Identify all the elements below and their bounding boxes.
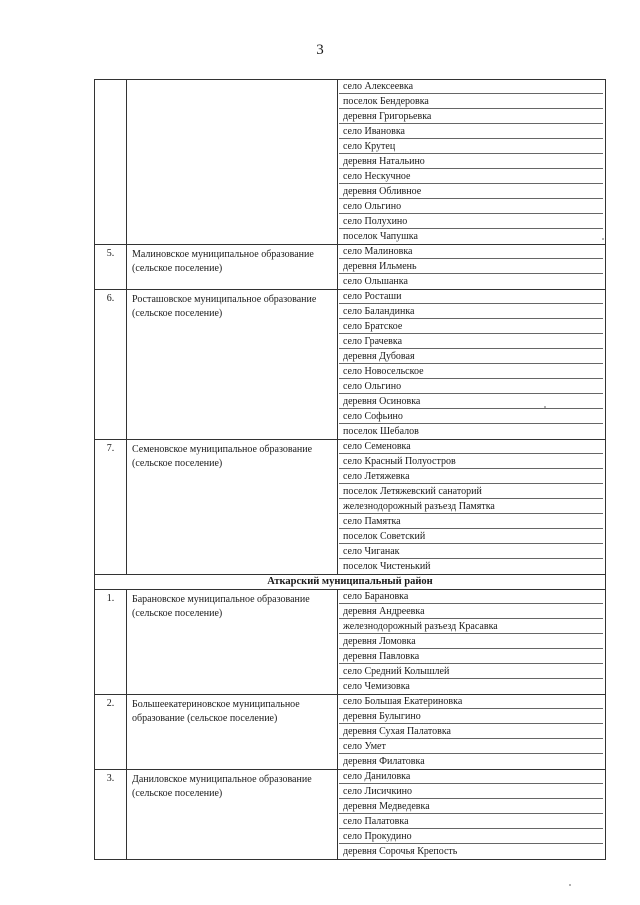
table-row-continuation	[95, 80, 606, 245]
settlement-item: поселок Советский	[339, 530, 603, 544]
settlement-item: село Барановка	[339, 590, 603, 604]
settlement-item: деревня Сорочья Крепость	[343, 846, 458, 857]
settlement-item: деревня Натальино	[339, 155, 603, 169]
table-row	[95, 245, 606, 290]
row-number: 1.	[95, 590, 127, 695]
settlement-item: село Ольгино	[339, 380, 603, 394]
settlement-item: село Чиганак	[339, 545, 603, 559]
settlement-item: поселок Чистенький	[343, 561, 431, 572]
section-title: Аткарский муниципальный район	[95, 575, 606, 590]
settlements-cell	[338, 290, 606, 440]
row-number-cell	[95, 80, 127, 245]
table-row	[95, 770, 606, 860]
settlement-item: село Чемизовка	[343, 681, 410, 692]
page-number: 3	[316, 42, 324, 58]
settlement-item: село Памятка	[339, 515, 603, 529]
settlements-cell	[338, 770, 606, 860]
municipality-name: Даниловское муниципальное образование (сельское поселение)	[127, 770, 338, 860]
settlement-item: село Ивановка	[339, 125, 603, 139]
settlement-item: село Лисичкино	[339, 785, 603, 799]
settlement-item: деревня Филатовка	[343, 756, 425, 767]
scan-speck	[569, 884, 571, 886]
municipality-name-cell	[127, 80, 338, 245]
settlement-item: село Палатовка	[339, 815, 603, 829]
settlement-item: деревня Дубовая	[339, 350, 603, 364]
settlement-item: железнодорожный разъезд Красавка	[339, 620, 603, 634]
settlement-item: село Красный Полуостров	[339, 455, 603, 469]
settlement-item: село Грачевка	[339, 335, 603, 349]
municipality-name: Малиновское муниципальное образование (сельское поселение)	[127, 245, 338, 290]
settlement-item: деревня Осиновка	[339, 395, 603, 409]
settlements-cell	[338, 590, 606, 695]
row-number: 5.	[95, 245, 127, 290]
settlement-item: поселок Бендеровка	[339, 95, 603, 109]
table-row	[95, 290, 606, 440]
settlement-item: деревня Ильмень	[339, 260, 603, 274]
municipality-name: Росташовское муниципальное образование (сельское поселение)	[127, 290, 338, 440]
row-number: 2.	[95, 695, 127, 770]
settlements-cell	[338, 245, 606, 290]
settlement-item: село Росташи	[339, 290, 603, 304]
settlement-item: село Большая Екатериновка	[339, 695, 603, 709]
settlement-item: деревня Ломовка	[339, 635, 603, 649]
settlement-item: деревня Обливное	[339, 185, 603, 199]
municipality-name: Барановское муниципальное образование (сельское поселение)	[127, 590, 338, 695]
settlement-item: село Баландинка	[339, 305, 603, 319]
settlement-item: село Семеновка	[339, 440, 603, 454]
settlement-item: село Братское	[339, 320, 603, 334]
settlements-cell	[338, 695, 606, 770]
settlement-item: село Алексеевка	[339, 80, 603, 94]
section-header-row	[95, 575, 606, 590]
settlement-item: село Нескучное	[339, 170, 603, 184]
settlements-cell	[338, 80, 606, 245]
scan-speck	[544, 406, 546, 408]
settlement-item: село Летяжевка	[339, 470, 603, 484]
settlement-item: село Софьино	[339, 410, 603, 424]
table-row	[95, 440, 606, 575]
settlements-table	[94, 79, 606, 860]
settlement-item: деревня Григорьевка	[339, 110, 603, 124]
table-row	[95, 695, 606, 770]
settlement-item: деревня Павловка	[339, 650, 603, 664]
settlement-item: село Ольшанка	[343, 276, 408, 287]
settlement-item: село Новосельское	[339, 365, 603, 379]
settlement-item: село Полухино	[339, 215, 603, 229]
row-number: 7.	[95, 440, 127, 575]
settlement-item: село Крутец	[339, 140, 603, 154]
row-number: 3.	[95, 770, 127, 860]
settlement-item: село Даниловка	[339, 770, 603, 784]
settlement-item: деревня Медведевка	[339, 800, 603, 814]
settlement-item: село Средний Колышлей	[339, 665, 603, 679]
settlement-item: поселок Шебалов	[343, 426, 419, 437]
row-number: 6.	[95, 290, 127, 440]
settlement-item: железнодорожный разъезд Памятка	[339, 500, 603, 514]
settlement-item: деревня Булыгино	[339, 710, 603, 724]
settlements-cell	[338, 440, 606, 575]
table-row	[95, 590, 606, 695]
settlement-item: село Прокудино	[339, 830, 603, 844]
municipality-name: Семеновское муниципальное образование (сельское поселение)	[127, 440, 338, 575]
settlement-item: поселок Летяжевский санаторий	[339, 485, 603, 499]
settlement-item: село Умет	[339, 740, 603, 754]
settlement-item: поселок Чапушка	[343, 231, 418, 242]
settlement-item: деревня Андреевка	[339, 605, 603, 619]
settlement-item: село Малиновка	[339, 245, 603, 259]
settlement-item: деревня Сухая Палатовка	[339, 725, 603, 739]
scan-speck	[602, 238, 604, 240]
municipality-name: Большеекатериновское муниципальное образование (сельское поселение)	[127, 695, 338, 770]
settlement-item: село Ольгино	[339, 200, 603, 214]
